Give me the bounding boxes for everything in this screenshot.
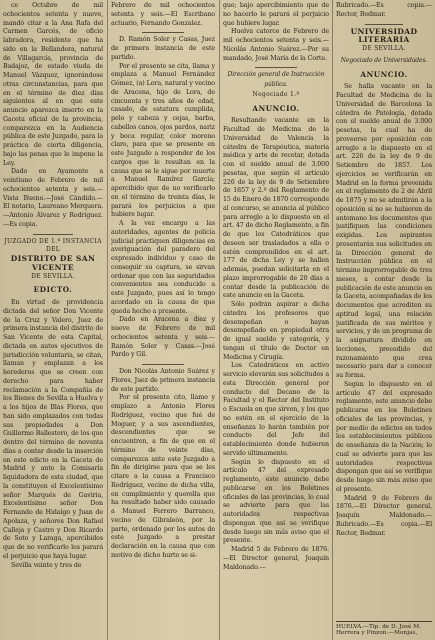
- text-block: Dado en Aracena a diez y nueve de Febrero de mil ochocientos setenta y seis.—Ramón Soler y Casas.—José Pardo y Gil.: [111, 316, 215, 359]
- university-heading: UNIVERSIDAD LITERARIA: [350, 26, 418, 45]
- judge-header: D. Ramón Soler y Casas, Juez de primera instancia de este partido.: [111, 36, 215, 61]
- edicto-title: EDICTO.: [33, 285, 73, 295]
- text-block: Sólo podrán aspirar a dicha cátedra los profesores que desempeñan o hayan desempeñado en propiedad otra de igual sueldo y categoría, y tengan el título de Doctor en Medicina y Cirugía.: [223, 301, 329, 361]
- text-block: Se halla vacante en la Facultad de Medicina de la Universidad de Barcelona la cátedra de Patología, dotada con el sueldo anual de 3.000 pesetas, la cual ha de proveerse por oposición con arreglo a lo dispuesto en el art. 226 de la ley de 9 de Setiembre de 1857. Los ejercicios se verificarán en Madrid en la forma prevenida en el reglamento de 2 de Abril de 1875 y no se admitirán a la oposición si no se hubieren de antemano los documentos que justifiquen las condiciones exigidas. Los aspirantes presentarán sus solicitudes en la Dirección general de Instrucción pública en el término improrrogable de tres meses, a contar desde la publicación de este anuncio en la Gaceta, acompañadas de los documentos que acrediten su aptitud legal, una relación justificada de sus méritos y servicios, y de un programa de la asignatura dividido en lecciones, precedido del razonamiento que crea necesario para dar a conocer su forma.: [336, 83, 432, 379]
- separator: [255, 67, 297, 68]
- signature-line: Madrid 9 de Febrero de 1876.—El Director general, Joaquín Maldonado.—Rubricado.—Es copia.—El Rector, Bedmar.: [336, 494, 432, 537]
- court-city: DE SEVILLA.: [31, 272, 75, 280]
- text-block: Los Catedráticos en activo servicio elevarán sus solicitudes a esta Dirección general por conducto del Decano de la Facultad y el Rector del Instituto o Escuela en que sirven, y los que no estén en el ejercicio de la enseñanza lo harán también por conducto del Jefe del establecimiento donde hubieren servido últimamente.: [223, 362, 329, 457]
- negociado-label: Negociado 1.º: [252, 90, 300, 98]
- court-heading: JUZGADO DE 1.ª INSTANCIA DEL: [4, 237, 102, 254]
- column-rule: [219, 0, 220, 640]
- column-3: [223, 2, 329, 640]
- text-block: Según lo dispuesto en el artículo 47 del expresado reglamento, este anuncio debe publicarse en los Boletines oficiales de las provincias, lo cual se advierte para que las autoridades respectivas dispongan que así se verifique desde luego sin más aviso que el presente.: [223, 458, 329, 545]
- separator: [33, 234, 73, 235]
- column-rule: [107, 0, 108, 640]
- text-block: Sevilla veinte y tres de: [11, 561, 82, 569]
- anuncio-title: ANUNCIO.: [360, 69, 408, 79]
- court-district: DISTRITO DE SAN VICENTE: [10, 254, 96, 272]
- text-block: Resultando vacante en la Facultad de Medicina de la Universidad de Valencia la cátedra de Terapéutica, materia médica y arte de recetar, dotada con el sueldo anual de 3.000 pesetas, que según el artículo 226 de la ley de 9 de Setiembre de 1857 y 2.º del Reglamento de 15 de Enero de 1870 corresponde al concurso, se anuncia al público para arreglo a lo dispuesto en el art. 47 de dicho Reglamento, a fin de que los Catedráticos que deseen ser trasladados a ella o estén comprendidos en el art. 177 de dicha Ley y se hallen además, puedan solicitarla en el plazo improrrogable de 20 días a contar desde la publicación de este anuncio en la Gaceta.: [223, 117, 329, 300]
- column-1: [3, 2, 103, 640]
- university-city: DE SEVILLA.: [362, 45, 406, 52]
- text-block: A la vez encargo a las autoridades, agentes de policía judicial practiquen diligencias en averiguación del paradero del expresado individuo y caso de conseguir su captura, se sirvan ordenar que con las seguridades convenientes sea conducido a este Juzgado, pues así lo tengo acordado en la causa de que queda hecho a presente.: [111, 220, 215, 315]
- negociado-label: Negociado de Universidades.: [340, 56, 428, 64]
- separator: [365, 24, 403, 25]
- column-2: [111, 2, 215, 640]
- separator: [142, 364, 184, 365]
- printer-footer: HUELVA.—Tip. de D. José M. Herrera y Pinzon.—Monjas,: [336, 621, 432, 636]
- text-block: Febrero de mil ochocientos setenta y seis.—El Escribano actuario, Fernando Gonzalez.: [111, 2, 215, 27]
- text-block: Rubricado.—Es copia.—Rector, Bedmar.: [336, 2, 432, 18]
- separator: [142, 32, 184, 33]
- text-block: Dado en Ayamonte a veintiuno de Febrero de mil ochocientos setenta y seis.—Vista Bueno.—José Cándido.—El notario, Laureano Merquera.—Antonio Álvarez y Rodríguez.—Es copia.: [3, 168, 103, 228]
- text-block: En virtud de providencia dictada del señor Don Vicente de la Cruz y Valero, Juez de primera instancia del distrito de San Vicente de esta Capital, dictada en autos ejecutivos de jurisdicción voluntaria, se citan, llaman y emplazan a los herederos que se creen con derecho para haber reclamación a la Compañía de los Bienes de Sevilla a Huelva y a los hijos de Blas Flores, que han sido emplazados con todas sus propiedades a Don Guillermo Ballestero, de los que dentro del término de noventa días a contar desde la inserción en este edicto en la Gaceta de Madrid y ante la Comisaría liquidadora de esta ciudad, que la constituyen el Excelentísimo señor Marqués de Gaviria, Excelentísimo señor Don Fernando de Hidalgo y Juan de Apolaza, y señores Don Rafael Calleja y Castro y Don Ricardo de Soto y Laraga, apercibidos que de no verificarlo les parará el perjuicio que haya lugar.: [3, 299, 103, 560]
- department-heading: Dirección general de Instrucción: [227, 71, 325, 79]
- text-block: ce Octubre de mil ochocientos setenta y nueve, mandó citar a la Ana Rafa del Carmen Garcés, de oficio labradora, residente que ha sido en la Bellandera, natural de Villagarcía, provincia de Badajoz, de estado viuda de Manuel Vázquez, ignorándose otras circunstancias, para que en el término de diez días siguientes al en que este anuncio aparezca inserto en la Gaceta oficial de la provincia, comparezca en la Audiencia pública de este Juzgado, para la práctica de cierta diligencia, bajo las penas que le impone la Ley.: [3, 2, 103, 167]
- signature-line: Madrid 5 de Febrero de 1876.—El Director general, Joaquín Maldonado.—: [223, 546, 329, 571]
- anuncio-title: ANUNCIO.: [252, 103, 300, 113]
- column-rule: [332, 0, 333, 640]
- column-4: [336, 2, 432, 618]
- text-block: gue; bajo apercibimiento que de no hacerlo le parará el perjuicio que hubiere lugar.: [223, 2, 329, 27]
- text-block: Según lo dispuesto en el artículo 47 del expresado reglamento, este anuncio debe publicarse en los Boletines oficiales de las provincias, y por medio de edictos en todos los establecimientos públicos de enseñanza de la Nación; lo cual se advierte para que las autoridades respectivas dispongan que así se verifique desde luego sin más aviso que el presente.: [336, 380, 432, 493]
- text-block: Huelva catorce de Febrero de mil ochocientos setenta y seis.—Nicolás Antonio Suárez.—Por su mandado, José María de la Corte.: [223, 28, 329, 62]
- text-block: Por el presente cito, llamo y emplazo a Antonio Flores Rodríguez, vecino que fué de Moguer, y a sus ascendientes, descendientes que se encuentren, a fin de que en el término de veinte días, comparezca ante este Juzgado a fin de dirigirse para que se les citare a la causa a Francisco Rodríguez, vecino de dicha villa, en cumplimiento y querella que ha resultado haber sido causado a Manuel Ferrero Barranco, vecino de Gibraleón, por la parte, ordenado por los autos de este Juzgado a prestar declaración en la causa que con motivo de dicho hurto se si-: [111, 394, 215, 559]
- department-heading: pública.: [264, 81, 288, 88]
- text-block: Por el presente se cita, llama y emplaza a Manuel Fernández Gómez, (a) Lora, natural y vecino de Aracena, hijo de Lora, de cincuenta y tres años de edad, casado, de estatura cumplida, pelo y cabeza y cejas, barba, cabellos canos, ojos pardos, nariz y boca regular, color moreno claro, para que se presente en este Juzgado a responder de los cargos que le resultan en la causa que se le sigue por muerte a Manuel Ramírez García; apercibido que de no verificarlo en el término de treinta días, le parará los perjuicios a que hubiere lugar.: [111, 62, 215, 219]
- judge-header: Don Nicolás Antonio Suárez y Flores, Juez de primera instancia de este partido.: [111, 368, 215, 393]
